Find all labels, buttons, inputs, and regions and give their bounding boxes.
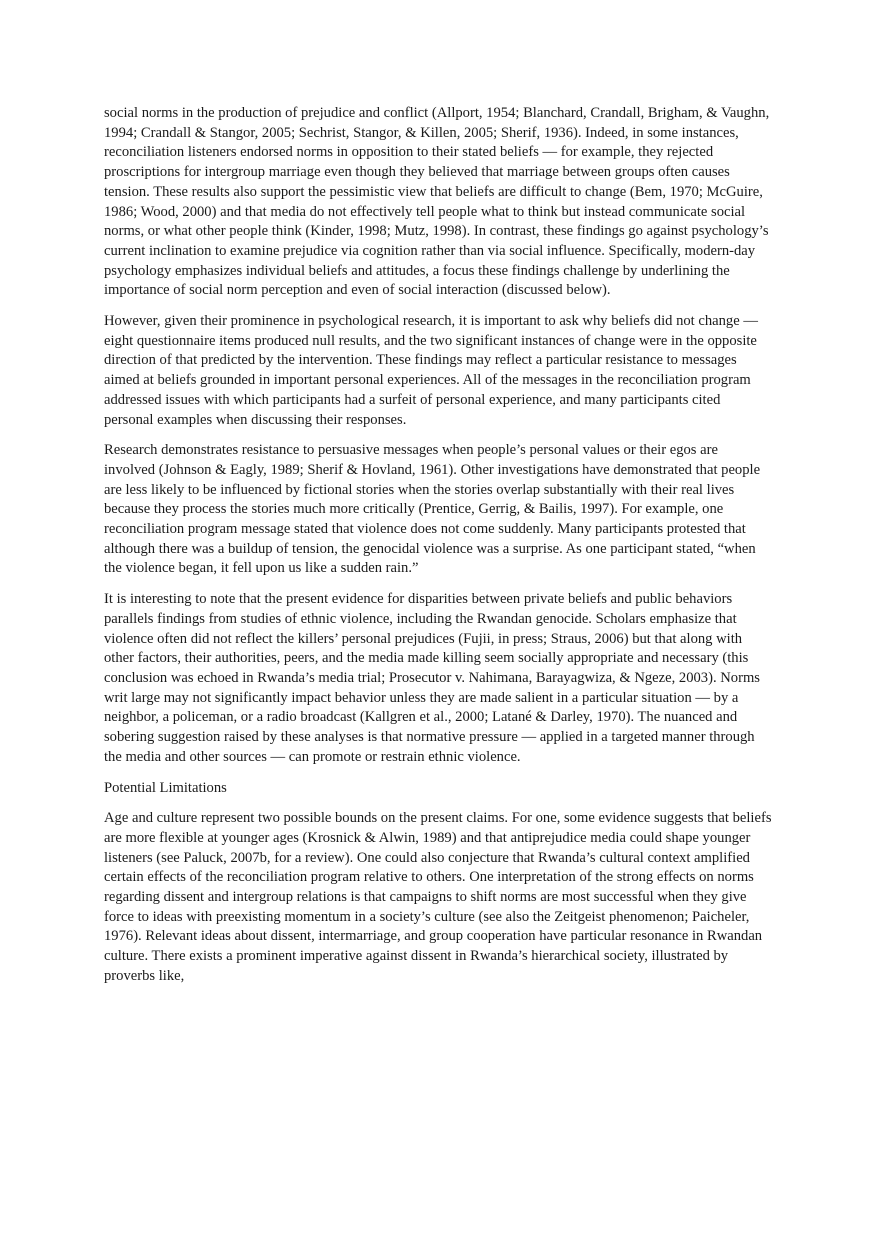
paragraph-beliefs-change: However, given their prominence in psychological research, it is important to ask why beliefs did not change — eight questionnaire items produced null results, and the two significant instances of change were in the opposite direction of that predicted by the intervention. These findings may reflect a particular resistance to messages aimed at beliefs grounded in important personal experiences. All of the messages in the reconciliation program addressed issues with which participants had a surfeit of personal experience, and many participants cited personal examples when discussing their responses. xyxy=(104,313,758,428)
section-heading-potential-limitations: Potential Limitations xyxy=(104,779,227,796)
document-page xyxy=(104,104,772,998)
paragraph-social-norms: social norms in the production of prejudice and conflict (Allport, 1954; Blanchard, Crandall, Brigham, & Vaughn, 1994; Crandall & Stangor, 2005; Sechrist, Stangor, & Killen, 2005; Sherif, 1936). Indeed, in some instances, reconciliation listeners endorsed norms in opposition to their stated beliefs — for example, they rejected proscriptions for intergroup marriage even though they believed that marriage between groups often causes tension. These results also support the pessimistic view that beliefs are difficult to change (Bem, 1970; McGuire, 1986; Wood, 2000) and that media do not effectively tell people what to think but instead communicate social norms, or what other people think (Kinder, 1998; Mutz, 1998). In contrast, these findings go against psychology’s current inclination to examine prejudice via cognition rather than via social influence. Specifically, modern-day psychology emphasizes individual beliefs and attitudes, a focus these findings challenge by underlining the importance of social norm perception and even of social interaction (discussed below). xyxy=(104,105,770,299)
paragraph-persuasion-resistance: Research demonstrates resistance to persuasive messages when people’s personal values or their egos are involved (Johnson & Eagly, 1989; Sherif & Hovland, 1961). Other investigations have demonstrated that people are less likely to be influenced by fictional stories when the stories overlap substantially with their real lives because they process the stories much more critically (Prentice, Gerrig, & Bailis, 1997). For example, one reconciliation program message stated that violence does not come suddenly. Many participants protested that although there was a buildup of tension, the genocidal violence was a surprise. As one participant stated, “when the violence began, it fell upon us like a sudden rain.” xyxy=(104,442,761,577)
paragraph-age-culture: Age and culture represent two possible bounds on the present claims. For one, some evidence suggests that beliefs are more flexible at younger ages (Krosnick & Alwin, 1989) and that antiprejudice media could shape younger listeners (see Paluck, 2007b, for a review). One could also conjecture that Rwanda’s cultural context amplified certain effects of the reconciliation program relative to others. One interpretation of the strong effects on norms regarding dissent and intergroup relations is that campaigns to shift norms are most successful when they give force to ideas with preexisting momentum in a society’s culture (see also the Zeitgeist phenomenon; Paicheler, 1976). Relevant ideas about dissent, intermarriage, and group cooperation have particular resonance in Rwandan culture. There exists a prominent imperative against dissent in Rwanda’s hierarchical society, illustrated by proverbs like, xyxy=(104,810,772,984)
paragraph-ethnic-violence: It is interesting to note that the present evidence for disparities between private beliefs and public behaviors parallels findings from studies of ethnic violence, including the Rwandan genocide. Scholars emphasize that violence often did not reflect the killers’ personal prejudices (Fujii, in press; Straus, 2006) but that along with other factors, their authorities, peers, and the media made killing seem socially appropriate and necessary (this conclusion was echoed in Rwanda’s media trial; Prosecutor v. Nahimana, Barayagwiza, & Ngeze, 2003). Norms writ large may not significantly impact behavior unless they are made salient in a particular situation — by a neighbor, a policeman, or a radio broadcast (Kallgren et al., 2000; Latané & Darley, 1970). The nuanced and sobering suggestion raised by these analyses is that normative pressure — applied in a targeted manner through the media and other sources — can promote or restrain ethnic violence. xyxy=(104,591,760,765)
